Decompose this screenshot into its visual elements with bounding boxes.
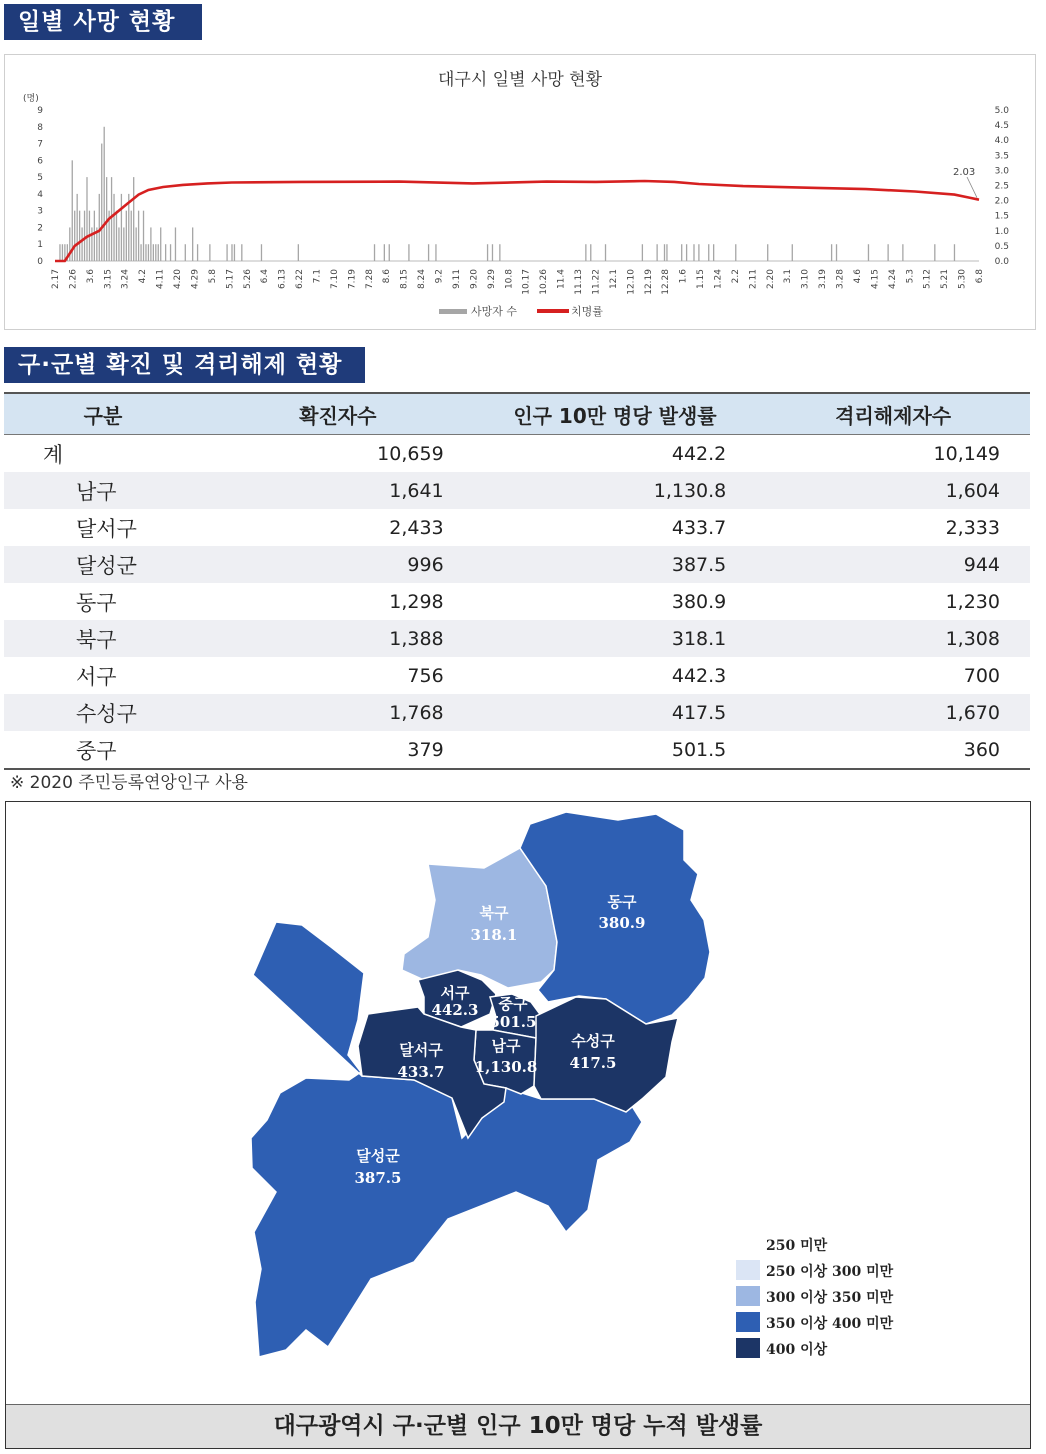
legend-label: 300 이상 350 미만 <box>766 1290 894 1306</box>
x-tick-label: 8.15 <box>399 269 410 290</box>
y-right-tick: 1.5 <box>994 211 1009 222</box>
incidence-map <box>5 801 1031 1449</box>
death-bar <box>384 244 385 261</box>
death-bar <box>113 194 114 261</box>
death-bar <box>241 244 242 261</box>
death-bar <box>664 244 665 261</box>
death-bar <box>148 244 149 261</box>
header-released: 격리해제자수 <box>756 393 1030 435</box>
x-tick-label: 12.19 <box>643 269 654 295</box>
x-tick-label: 7.1 <box>312 269 323 284</box>
cell-confirmed: 1,388 <box>202 620 474 657</box>
death-bar <box>487 244 488 261</box>
death-bar <box>428 244 429 261</box>
cell-name: 달서구 <box>76 516 137 541</box>
legend-swatch-deaths <box>439 309 467 314</box>
cell-rate: 417.5 <box>474 694 757 731</box>
death-bar <box>62 244 63 261</box>
death-bar <box>499 244 500 261</box>
death-bar <box>94 211 95 261</box>
y-left-tick: 3 <box>37 206 43 217</box>
death-bar <box>934 244 935 261</box>
x-tick-label: 10.26 <box>539 269 550 295</box>
death-bar <box>91 227 92 261</box>
x-tick-label: 7.10 <box>329 269 340 290</box>
table-row <box>4 731 1030 769</box>
cell-confirmed: 10,659 <box>377 442 444 465</box>
cell-rate: 318.1 <box>474 620 757 657</box>
x-tick-label: 3.24 <box>120 269 131 290</box>
y-left-tick: 4 <box>37 189 43 200</box>
cell-rate: 442.2 <box>671 442 727 465</box>
label-dalseong-value: 387.5 <box>354 1169 402 1187</box>
x-tick-label: 3.1 <box>783 269 794 284</box>
section-title-district-status: 구·군별 확진 및 격리해제 현황 <box>4 347 365 383</box>
cell-name: 중구 <box>4 731 202 769</box>
header-rate: 인구 10만 명당 발생률 <box>474 393 757 435</box>
y-right-tick: 0.0 <box>994 257 1009 267</box>
cell-released: 360 <box>756 731 1030 769</box>
chart-svg <box>5 55 1035 329</box>
legend-swatch <box>736 1338 760 1358</box>
death-bar <box>492 244 493 261</box>
death-bar <box>116 211 117 261</box>
death-bar <box>72 160 73 261</box>
death-bar <box>84 211 85 261</box>
cell-released: 2,333 <box>945 516 1000 539</box>
section-title-daily-deaths: 일별 사망 현황 <box>4 4 202 40</box>
y-left-tick: 6 <box>37 156 43 167</box>
death-bar <box>123 227 124 261</box>
label-dong-name: 동구 <box>607 893 637 911</box>
label-seo-name: 서구 <box>440 984 470 1002</box>
cell-rate: 387.5 <box>474 546 757 583</box>
chart-title: 대구시 일별 사망 현황 <box>437 70 603 90</box>
death-bar <box>86 177 87 261</box>
cell-confirmed: 1,298 <box>389 590 444 613</box>
x-tick-label: 9.11 <box>451 269 462 290</box>
death-bar <box>118 227 119 261</box>
death-bar <box>153 244 154 261</box>
last-value-label: 2.03 <box>953 167 976 178</box>
x-tick-label: 12.28 <box>661 269 672 295</box>
y-right-tick: 1.0 <box>994 226 1009 237</box>
death-bar <box>836 244 837 261</box>
death-bar <box>374 244 375 261</box>
x-tick-label: 5.21 <box>940 269 951 290</box>
legend-swatch <box>736 1312 760 1332</box>
cell-rate: 442.3 <box>671 664 727 687</box>
death-bar <box>435 244 436 261</box>
death-bar <box>126 211 127 261</box>
x-tick-label: 4.2 <box>138 269 149 284</box>
x-tick-label: 7.19 <box>347 269 358 290</box>
death-bar <box>170 244 171 261</box>
death-bar <box>138 211 139 261</box>
death-bar <box>135 227 136 261</box>
death-bar <box>59 244 60 261</box>
cell-confirmed: 379 <box>202 731 474 769</box>
death-bar <box>192 227 193 261</box>
legend-label: 350 이상 400 미만 <box>766 1316 894 1332</box>
legend-swatch <box>736 1286 760 1306</box>
x-tick-label: 4.6 <box>852 269 863 284</box>
x-tick-label: 9.20 <box>469 269 480 290</box>
death-bar <box>155 244 156 261</box>
y-left-tick: 0 <box>37 257 43 267</box>
death-bar <box>131 211 132 261</box>
label-buk-value: 318.1 <box>470 926 518 944</box>
x-tick-label: 4.15 <box>870 269 881 290</box>
legend-deaths-label: 사망자 수 <box>471 305 518 318</box>
y-right-tick: 2.5 <box>994 181 1009 192</box>
cell-released: 1,604 <box>756 472 1030 509</box>
cell-name: 남구 <box>4 472 202 509</box>
death-bar <box>681 244 682 261</box>
legend-label: 250 미만 <box>766 1238 828 1254</box>
district-table <box>4 392 1030 770</box>
table-header-row <box>4 393 1030 435</box>
cell-name: 서구 <box>76 664 117 689</box>
header-category: 구분 <box>4 393 202 435</box>
table-row <box>4 472 1030 509</box>
death-bar <box>175 227 176 261</box>
label-dalseo-value: 433.7 <box>397 1063 445 1081</box>
death-bar <box>150 227 151 261</box>
label-buk-name: 북구 <box>479 904 509 922</box>
legend-swatch <box>736 1260 760 1280</box>
x-tick-label: 8.6 <box>382 269 393 284</box>
label-dalseo-name: 달서구 <box>399 1041 443 1059</box>
death-bar <box>902 244 903 261</box>
death-bar <box>585 244 586 261</box>
x-tick-label: 5.8 <box>207 269 218 284</box>
death-bar <box>106 177 107 261</box>
death-bar <box>197 244 198 261</box>
cell-rate: 501.5 <box>474 731 757 769</box>
label-jung-name: 중구 <box>498 995 528 1013</box>
legend-label: 250 이상 300 미만 <box>766 1264 894 1280</box>
death-bar <box>686 244 687 261</box>
cell-released: 10,149 <box>933 442 1000 465</box>
cell-name: 달성군 <box>4 546 202 583</box>
death-bar <box>590 244 591 261</box>
cell-confirmed: 1,641 <box>202 472 474 509</box>
cell-confirmed: 996 <box>202 546 474 583</box>
x-tick-label: 6.13 <box>277 269 288 290</box>
y-right-tick: 3.5 <box>994 151 1009 162</box>
y-right-tick: 0.5 <box>994 241 1009 252</box>
x-tick-label: 4.24 <box>887 269 898 290</box>
x-tick-label: 1.15 <box>696 269 707 290</box>
death-bar <box>656 244 657 261</box>
x-tick-label: 5.30 <box>957 269 968 290</box>
x-tick-label: 12.10 <box>626 269 637 295</box>
death-bar <box>887 244 888 261</box>
legend-label: 400 이상 <box>766 1342 828 1358</box>
death-bar <box>121 194 122 261</box>
x-tick-label: 11.22 <box>591 269 602 295</box>
death-bar <box>234 244 235 261</box>
label-dong-value: 380.9 <box>598 914 646 932</box>
x-tick-label: 4.11 <box>155 269 166 290</box>
death-bar <box>708 244 709 261</box>
cell-released: 1,670 <box>756 694 1030 731</box>
x-tick-label: 3.19 <box>818 269 829 290</box>
label-nam-name: 남구 <box>491 1037 521 1055</box>
label-seo-value: 442.3 <box>431 1001 479 1019</box>
death-bar <box>79 211 80 261</box>
death-bar <box>101 144 102 261</box>
y-left-tick: 5 <box>37 173 43 184</box>
header-confirmed: 확진자수 <box>202 393 474 435</box>
x-tick-label: 11.13 <box>574 269 585 295</box>
death-bar <box>792 244 793 261</box>
legend-swatch <box>736 1234 760 1254</box>
table-row <box>4 694 1030 731</box>
x-tick-label: 10.8 <box>504 269 515 290</box>
x-tick-label: 2.17 <box>51 269 61 290</box>
death-bar <box>408 244 409 261</box>
x-tick-label: 2.26 <box>68 269 79 290</box>
label-jung-value: 501.5 <box>489 1013 537 1031</box>
x-tick-label: 3.15 <box>103 269 114 290</box>
death-bar <box>81 227 82 261</box>
death-bar <box>74 211 75 261</box>
y-right-tick: 2.0 <box>994 196 1009 207</box>
death-bar <box>831 244 832 261</box>
y-right-tick: 4.0 <box>994 136 1009 147</box>
cell-rate: 433.7 <box>671 516 727 539</box>
y-left-tick: 7 <box>37 139 43 150</box>
x-tick-label: 11.4 <box>556 269 567 290</box>
cell-name: 북구 <box>4 620 202 657</box>
x-tick-label: 3.6 <box>85 269 96 284</box>
label-suseong-name: 수성구 <box>571 1032 615 1050</box>
x-tick-label: 10.17 <box>521 269 532 295</box>
population-note: ※ 2020 주민등록연앙인구 사용 <box>10 773 248 793</box>
x-tick-label: 9.29 <box>486 269 497 290</box>
death-bar <box>231 244 232 261</box>
cell-released: 944 <box>756 546 1030 583</box>
y-left-tick: 8 <box>37 122 43 133</box>
y-right-tick: 4.5 <box>994 121 1009 132</box>
x-tick-label: 5.26 <box>242 269 253 290</box>
x-tick-label: 4.20 <box>173 269 184 290</box>
x-tick-label: 2.2 <box>730 269 741 284</box>
death-bar <box>133 177 134 261</box>
death-bar <box>954 244 955 261</box>
x-tick-label: 1.24 <box>713 269 724 290</box>
map-svg <box>6 802 1030 1402</box>
x-tick-label: 8.24 <box>417 269 428 290</box>
x-tick-label: 5.17 <box>225 269 236 290</box>
death-bar <box>226 244 227 261</box>
death-bar <box>693 244 694 261</box>
cell-rate: 1,130.8 <box>474 472 757 509</box>
death-bar <box>165 244 166 261</box>
table-row <box>4 657 1030 694</box>
x-tick-label: 6.8 <box>975 269 985 284</box>
death-bar <box>605 244 606 261</box>
cell-confirmed: 1,768 <box>202 694 474 731</box>
y-left-tick: 2 <box>37 223 43 234</box>
death-bar <box>767 244 768 261</box>
last-value-leader <box>967 177 977 198</box>
death-bar <box>185 244 186 261</box>
cell-confirmed: 756 <box>407 664 444 687</box>
death-bar <box>143 211 144 261</box>
death-bar <box>868 244 869 261</box>
death-bar <box>261 244 262 261</box>
death-bar <box>666 244 667 261</box>
death-bar <box>104 127 105 261</box>
table-row-total <box>4 435 1030 473</box>
legend-swatch-cfr <box>537 309 569 313</box>
cell-rate: 380.9 <box>671 590 727 613</box>
cell-released: 700 <box>963 664 1000 687</box>
x-tick-label: 6.4 <box>260 269 271 284</box>
x-tick-label: 9.2 <box>434 269 445 284</box>
cell-name: 수성구 <box>4 694 202 731</box>
death-bar <box>99 194 100 261</box>
table-row <box>4 509 1030 546</box>
death-bar <box>209 244 210 261</box>
map-caption: 대구광역시 구·군별 인구 10만 명당 누적 발생률 <box>6 1404 1030 1448</box>
table-row <box>4 620 1030 657</box>
label-dalseong-name: 달성군 <box>356 1147 400 1165</box>
daily-deaths-chart <box>4 54 1036 330</box>
death-bar <box>145 244 146 261</box>
death-bar <box>77 194 78 261</box>
table-row <box>4 546 1030 583</box>
table-row <box>4 583 1030 620</box>
cell-released: 1,308 <box>756 620 1030 657</box>
x-tick-label: 1.6 <box>678 269 689 284</box>
death-bar <box>389 244 390 261</box>
label-suseong-value: 417.5 <box>569 1054 617 1072</box>
x-tick-label: 12.1 <box>608 269 619 290</box>
death-bar <box>158 244 159 261</box>
x-tick-label: 5.3 <box>905 269 916 284</box>
x-tick-label: 2.20 <box>765 269 776 290</box>
cell-confirmed: 2,433 <box>389 516 444 539</box>
x-tick-label: 3.10 <box>800 269 811 290</box>
death-bar <box>642 244 643 261</box>
y-left-unit: (명) <box>23 94 39 104</box>
label-nam-value: 1,130.8 <box>474 1058 538 1076</box>
death-bar <box>140 244 141 261</box>
death-bar <box>298 244 299 261</box>
death-bar <box>111 177 112 261</box>
x-tick-label: 5.12 <box>922 269 933 290</box>
x-tick-label: 6.22 <box>295 269 306 290</box>
death-bar <box>735 244 736 261</box>
x-tick-label: 3.28 <box>835 269 846 290</box>
cfr-line <box>55 181 979 261</box>
death-bar <box>698 244 699 261</box>
y-right-tick: 3.0 <box>994 166 1009 177</box>
x-tick-label: 7.28 <box>364 269 375 290</box>
cell-released: 1,230 <box>945 590 1000 613</box>
cell-name: 계 <box>42 442 64 467</box>
y-left-tick: 1 <box>37 240 43 251</box>
death-bar <box>713 244 714 261</box>
x-tick-label: 2.11 <box>748 269 759 290</box>
legend-cfr-label: 치명률 <box>571 305 603 318</box>
cell-name: 동구 <box>76 590 117 615</box>
death-bar <box>160 227 161 261</box>
x-tick-label: 4.29 <box>190 269 201 290</box>
y-left-tick: 9 <box>37 106 43 116</box>
y-right-tick: 5.0 <box>994 106 1009 116</box>
chart-legend <box>439 304 603 318</box>
